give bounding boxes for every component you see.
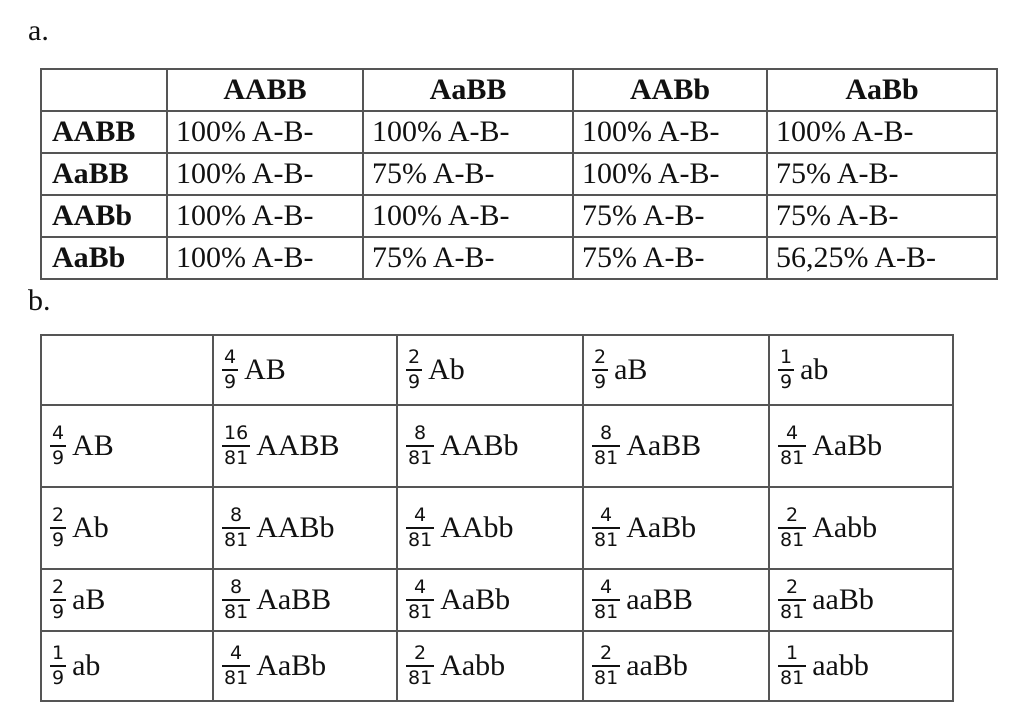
offspring-cell [583, 487, 769, 569]
table-row [41, 569, 953, 631]
gamete-label: aB [614, 353, 648, 386]
fraction [778, 506, 806, 550]
fraction-denominator: 81 [224, 447, 249, 469]
corner-header-cell [41, 69, 167, 111]
genotype-label: AaBb [440, 583, 511, 616]
offspring-cell [397, 631, 583, 701]
fraction-denominator: 81 [594, 529, 619, 551]
genotype-label: AaBB [626, 429, 702, 462]
fraction-denominator: 9 [52, 529, 65, 551]
table-cell: 100% A-B- [167, 195, 363, 237]
gamete-column-header [397, 335, 583, 405]
fraction-numerator: 1 [780, 346, 793, 368]
fraction-numerator: 16 [224, 422, 249, 444]
table-header-row [41, 69, 997, 111]
row-header: AABB [41, 111, 167, 153]
offspring-cell [213, 487, 397, 569]
fraction-numerator: 2 [786, 504, 799, 526]
offspring-cell [769, 569, 953, 631]
genotype-label: aaBB [626, 583, 693, 616]
fraction [592, 644, 620, 688]
fraction-numerator: 2 [52, 576, 65, 598]
fraction-denominator: 9 [408, 371, 421, 393]
row-header: AaBb [41, 237, 167, 279]
fraction-numerator: 1 [52, 642, 65, 664]
section-a-label: a. [28, 14, 49, 47]
fraction-numerator: 8 [230, 504, 243, 526]
table-cell: 56,25% A-B- [767, 237, 997, 279]
gamete-label: aB [72, 583, 106, 616]
fraction-denominator: 81 [408, 447, 433, 469]
gamete-label: Ab [72, 511, 109, 544]
genotype-label: AaBb [626, 511, 697, 544]
table-cell: 100% A-B- [167, 111, 363, 153]
fraction-numerator: 2 [600, 642, 613, 664]
fraction-numerator: 4 [600, 576, 613, 598]
gamete-label: ab [800, 353, 829, 386]
fraction-denominator: 9 [224, 371, 237, 393]
fraction-numerator: 4 [786, 422, 799, 444]
gamete-column-header [769, 335, 953, 405]
genotype-label: AaBB [256, 583, 332, 616]
column-header: AaBB [363, 69, 573, 111]
table-cell: 75% A-B- [767, 195, 997, 237]
table-row [41, 487, 953, 569]
fraction [406, 348, 422, 392]
table-cell: 100% A-B- [573, 111, 767, 153]
fraction [778, 578, 806, 622]
fraction-numerator: 4 [230, 642, 243, 664]
offspring-cell [583, 405, 769, 487]
fraction-denominator: 81 [594, 447, 619, 469]
genotype-label: AaBb [256, 649, 327, 682]
fraction [406, 424, 434, 468]
fraction [50, 424, 66, 468]
fraction-denominator: 81 [408, 667, 433, 689]
fraction [592, 348, 608, 392]
fraction-denominator: 81 [408, 601, 433, 623]
gamete-label: ab [72, 649, 101, 682]
table-cell: 100% A-B- [167, 153, 363, 195]
fraction-denominator: 9 [594, 371, 607, 393]
fraction-numerator: 4 [414, 504, 427, 526]
fraction-numerator: 8 [414, 422, 427, 444]
fraction [778, 644, 806, 688]
fraction-denominator: 9 [52, 447, 65, 469]
fraction-denominator: 81 [224, 529, 249, 551]
fraction [50, 644, 66, 688]
corner-cell [41, 335, 213, 405]
table-cell: 75% A-B- [767, 153, 997, 195]
genotype-label: AaBb [812, 429, 883, 462]
fraction [592, 424, 620, 468]
phenotype-table [40, 68, 998, 280]
genotype-label: Aabb [812, 511, 878, 544]
table-row [41, 237, 997, 279]
offspring-cell [769, 405, 953, 487]
gamete-column-header [213, 335, 397, 405]
genotype-label: aabb [812, 649, 869, 682]
fraction-numerator: 4 [224, 346, 237, 368]
table-row [41, 153, 997, 195]
table-cell: 100% A-B- [167, 237, 363, 279]
gamete-row-header [41, 631, 213, 701]
fraction [406, 506, 434, 550]
row-header: AABb [41, 195, 167, 237]
genotype-label: AABb [256, 511, 335, 544]
gamete-label: Ab [428, 353, 465, 386]
fraction-denominator: 81 [224, 601, 249, 623]
fraction-denominator: 9 [52, 601, 65, 623]
genotype-label: AABB [256, 429, 340, 462]
table-cell: 75% A-B- [363, 237, 573, 279]
fraction [222, 424, 250, 468]
fraction [406, 578, 434, 622]
genotype-label: aaBb [812, 583, 874, 616]
offspring-cell [583, 569, 769, 631]
offspring-cell [213, 569, 397, 631]
fraction-denominator: 81 [780, 667, 805, 689]
gamete-header-row [41, 335, 953, 405]
table-cell: 75% A-B- [573, 237, 767, 279]
offspring-cell [769, 487, 953, 569]
fraction [406, 644, 434, 688]
fraction-numerator: 2 [408, 346, 421, 368]
punnett-square-table [40, 334, 954, 702]
row-header: AaBB [41, 153, 167, 195]
offspring-cell [213, 631, 397, 701]
table-cell: 75% A-B- [363, 153, 573, 195]
fraction-denominator: 81 [594, 667, 619, 689]
fraction [222, 506, 250, 550]
table-row [41, 405, 953, 487]
fraction-numerator: 1 [786, 642, 799, 664]
fraction [50, 578, 66, 622]
fraction [222, 578, 250, 622]
fraction-numerator: 8 [230, 576, 243, 598]
gamete-row-header [41, 569, 213, 631]
gamete-row-header [41, 487, 213, 569]
fraction-numerator: 4 [600, 504, 613, 526]
offspring-cell [397, 487, 583, 569]
column-header: AABb [573, 69, 767, 111]
table-cell: 100% A-B- [363, 195, 573, 237]
fraction-numerator: 2 [414, 642, 427, 664]
genotype-label: AABb [440, 429, 519, 462]
table-row [41, 631, 953, 701]
fraction-numerator: 8 [600, 422, 613, 444]
gamete-row-header [41, 405, 213, 487]
genotype-label: AAbb [440, 511, 514, 544]
fraction [592, 506, 620, 550]
table-row [41, 195, 997, 237]
fraction-numerator: 2 [52, 504, 65, 526]
fraction [778, 348, 794, 392]
fraction [222, 644, 250, 688]
column-header: AABB [167, 69, 363, 111]
fraction-numerator: 2 [786, 576, 799, 598]
offspring-cell [397, 405, 583, 487]
fraction-denominator: 81 [594, 601, 619, 623]
fraction-denominator: 9 [52, 667, 65, 689]
gamete-column-header [583, 335, 769, 405]
fraction-numerator: 4 [52, 422, 65, 444]
offspring-cell [397, 569, 583, 631]
table-cell: 100% A-B- [767, 111, 997, 153]
column-header: AaBb [767, 69, 997, 111]
genotype-label: aaBb [626, 649, 688, 682]
fraction-denominator: 81 [408, 529, 433, 551]
table-row [41, 111, 997, 153]
table-cell: 75% A-B- [573, 195, 767, 237]
offspring-cell [769, 631, 953, 701]
gamete-label: AB [244, 353, 286, 386]
fraction [778, 424, 806, 468]
fraction-numerator: 2 [594, 346, 607, 368]
section-b-label: b. [28, 284, 51, 317]
offspring-cell [213, 405, 397, 487]
table-cell: 100% A-B- [573, 153, 767, 195]
offspring-cell [583, 631, 769, 701]
fraction [222, 348, 238, 392]
fraction-numerator: 4 [414, 576, 427, 598]
fraction-denominator: 81 [780, 447, 805, 469]
genotype-label: Aabb [440, 649, 506, 682]
fraction-denominator: 81 [224, 667, 249, 689]
fraction [592, 578, 620, 622]
fraction [50, 506, 66, 550]
table-cell: 100% A-B- [363, 111, 573, 153]
gamete-label: AB [72, 429, 114, 462]
fraction-denominator: 81 [780, 601, 805, 623]
fraction-denominator: 9 [780, 371, 793, 393]
fraction-denominator: 81 [780, 529, 805, 551]
